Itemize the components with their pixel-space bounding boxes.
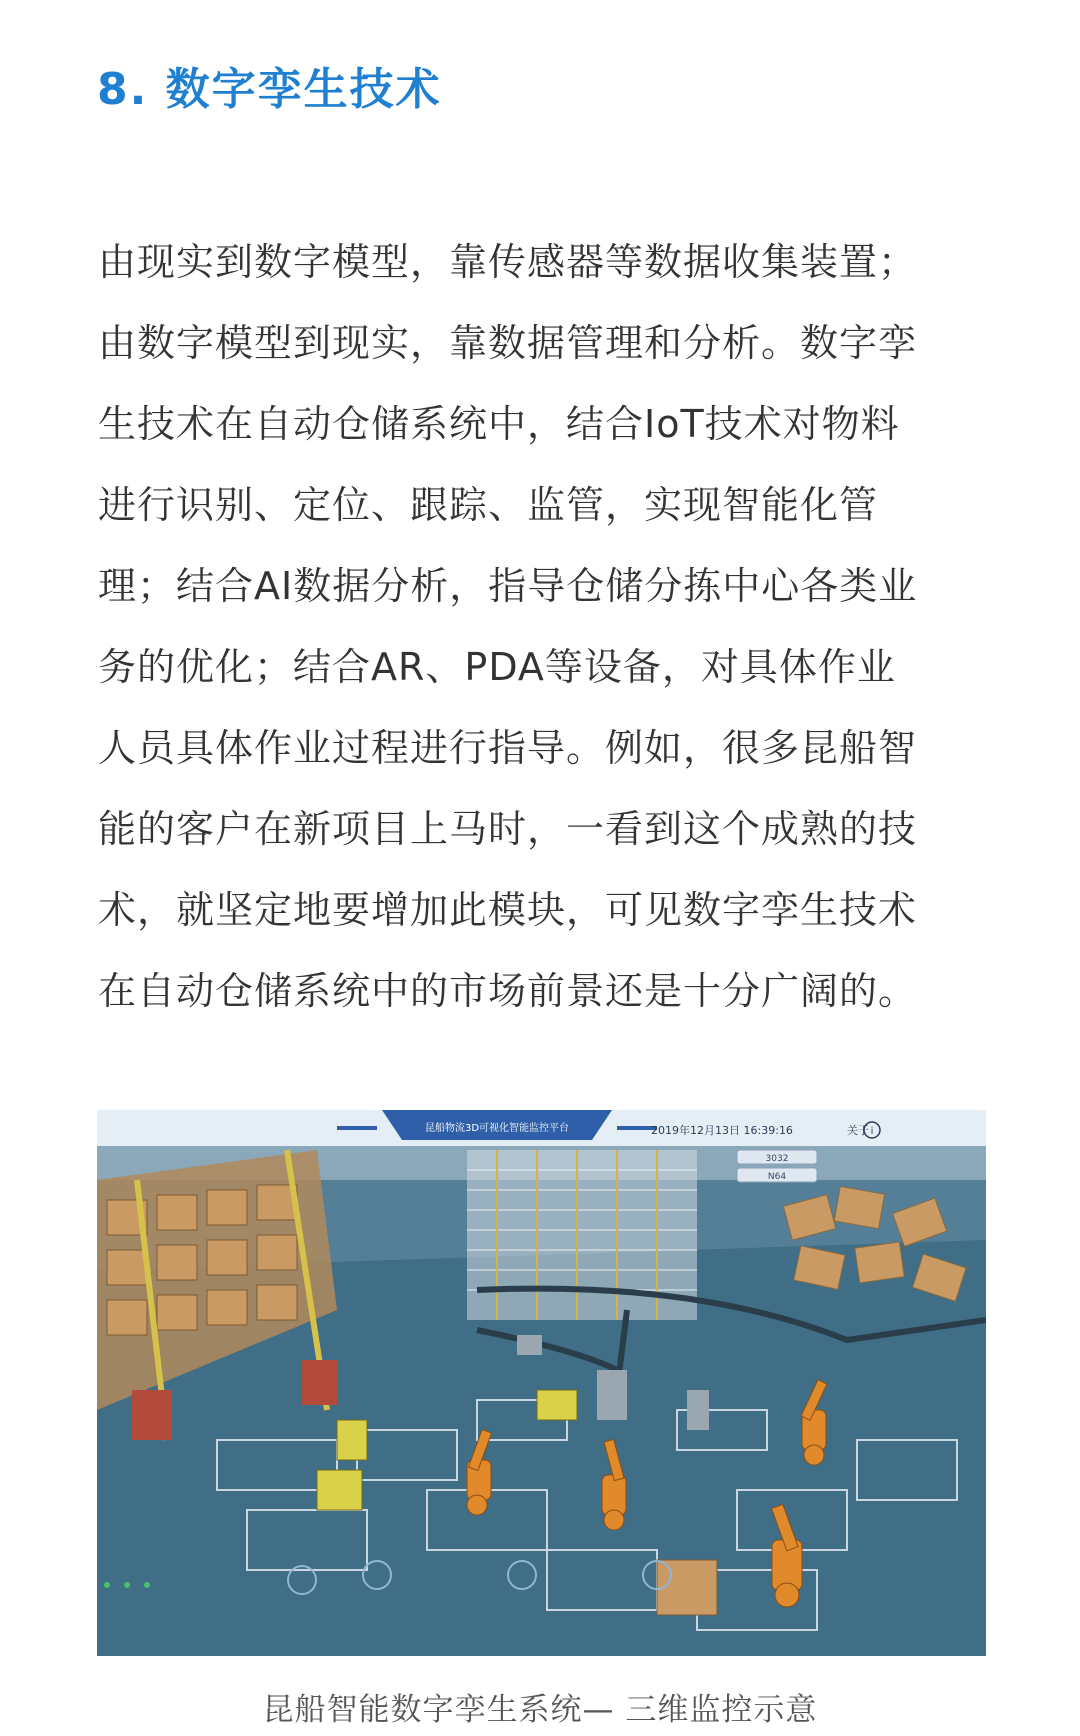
paragraph-line: 术，就坚定地要增加此模块，可见数字孪生技术	[98, 888, 918, 932]
monitor-header-bar	[97, 1110, 986, 1146]
section-heading: 8. 数字孪生技术	[97, 64, 442, 115]
readout-1: 3032	[765, 1154, 789, 1164]
figure-caption: 昆船智能数字孪生系统— 三维监控示意	[262, 1692, 818, 1728]
paragraph-line: 由现实到数字模型，靠传感器等数据收集装置；	[98, 240, 918, 284]
paragraph-line: 进行识别、定位、跟踪、监管，实现智能化管	[98, 483, 879, 527]
floor-carton	[657, 1560, 717, 1615]
paragraph-line: 在自动仓储系统中的市场前景还是十分广阔的。	[98, 969, 918, 1013]
warehouse-3d-monitoring-image	[97, 1110, 986, 1656]
paragraph-line: 生技术在自动仓储系统中，结合IoT技术对物料	[98, 402, 900, 446]
paragraph-line: 能的客户在新项目上马时，一看到这个成熟的技	[98, 807, 918, 851]
readout-2: N64	[767, 1172, 787, 1182]
monitor-title: 昆船物流3D可视化智能监控平台	[424, 1123, 570, 1134]
article-body	[98, 222, 988, 1032]
paragraph-line: 务的优化；结合AR、PDA等设备，对具体作业	[98, 645, 896, 689]
svg-text:i: i	[870, 1126, 874, 1137]
monitor-datetime: 2019年12月13日 16:39:16	[651, 1124, 793, 1137]
paragraph-line: 由数字模型到现实，靠数据管理和分析。数字孪	[98, 321, 918, 365]
paragraph-line: 理；结合AI数据分析，指导仓储分拣中心各类业	[98, 564, 918, 608]
paragraph-line: 人员具体作业过程进行指导。例如，很多昆船智	[98, 726, 918, 770]
about-label[interactable]: 关于	[847, 1124, 869, 1137]
